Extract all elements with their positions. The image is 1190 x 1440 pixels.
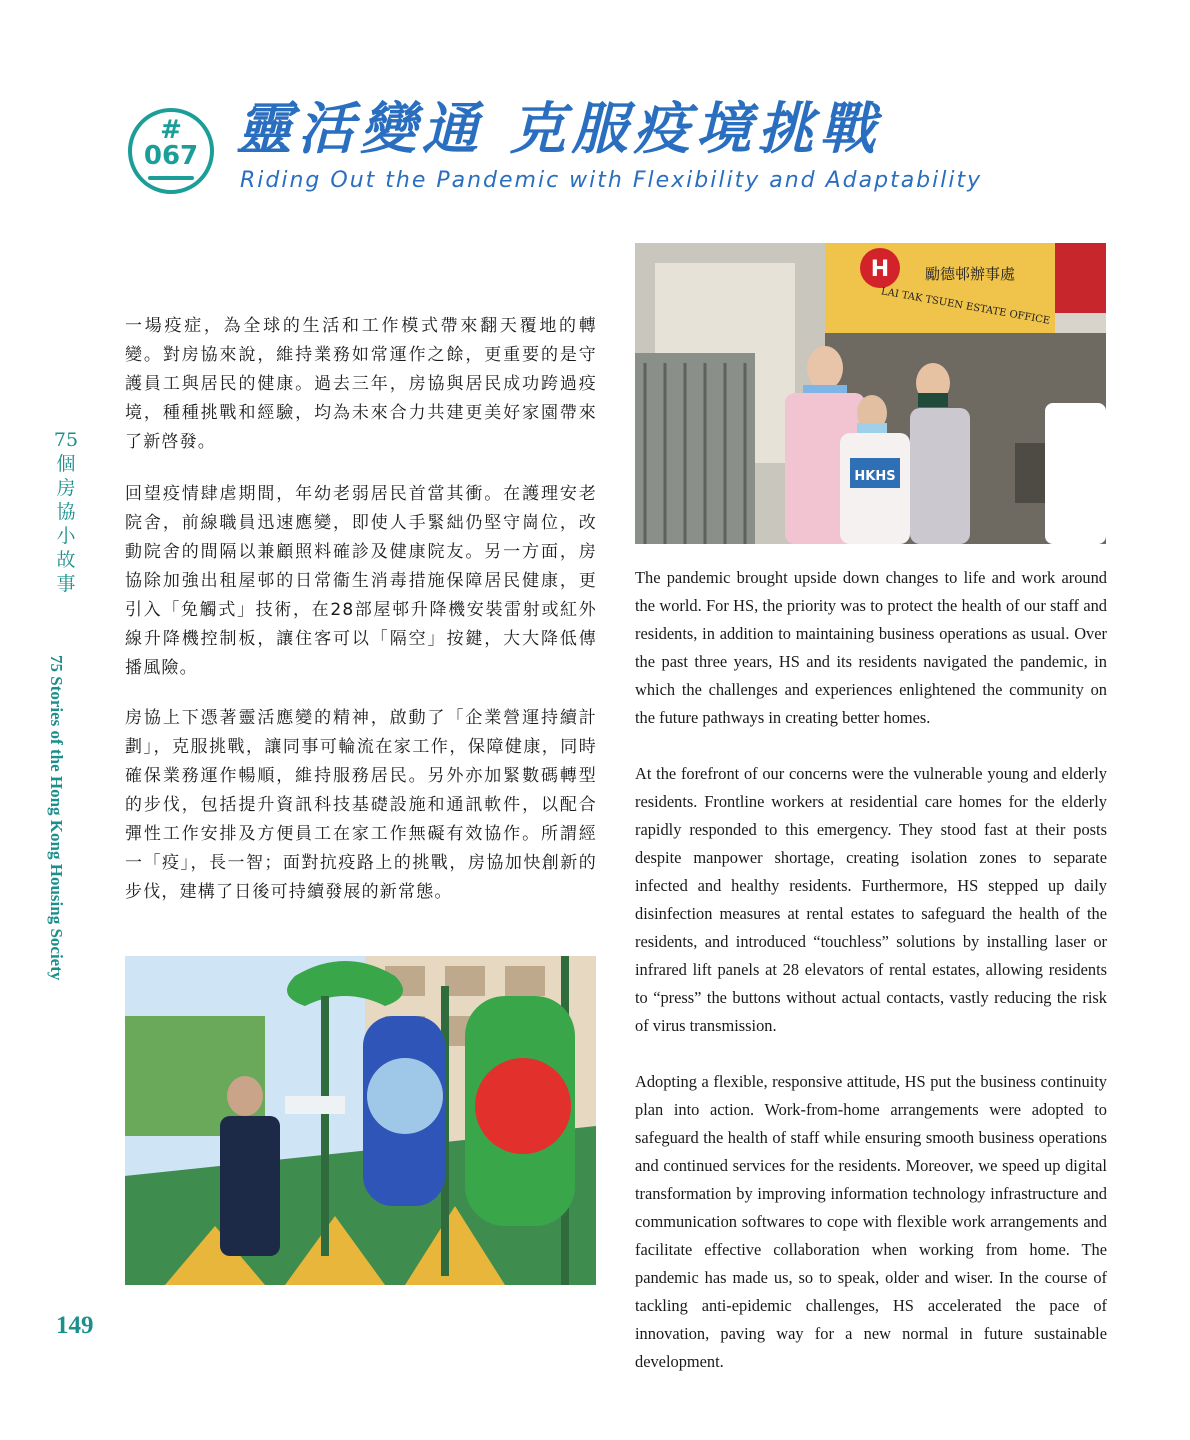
sidebar-chinese	[53, 428, 79, 596]
sidebar-char: 房	[56, 477, 76, 499]
title-english: Riding Out the Pandemic with Flexibility and Adaptability	[240, 168, 983, 193]
estate-office-illustration	[635, 243, 1106, 544]
estate-office-photo	[635, 243, 1106, 544]
english-paragraph-2: At the forefront of our concerns were the vulnerable young and elderly residents. Frontline workers at residential care homes for the elderly rapidly responded to this emergency. They stood fast at their posts despite manpower shortage, creating isolation zones to separate infected and healthy residents. Furthermore, HS stepped up daily disinfection measures at rental estates to safeguard the health of the residents, and introduced “touchless” solutions by installing laser or infrared lift panels at 28 elevators of rental estates, allowing residents to “press” the buttons without actual contacts, vastly reducing the risk of virus transmission.	[635, 764, 1107, 1035]
chinese-paragraph-1	[125, 312, 597, 457]
office-sign-zh: 勵德邨辦事處	[924, 265, 1016, 283]
chinese-paragraph-2	[125, 480, 597, 683]
playground-illustration	[125, 956, 596, 1285]
story-number-badge	[128, 108, 214, 194]
paragraph-text: 一場疫症，為全球的生活和工作模式帶來翻天覆地的轉變。對房協來說，維持業務如常運作之餘，更重要的是守護員工與居民的健康。過去三年，房協與居民成功跨過疫境，種種挑戰和經驗，均為未來合力共建更美好家園帶來了新啓發。	[125, 316, 597, 452]
badge-hash: #	[160, 115, 182, 145]
sidebar-char: 75	[53, 429, 79, 451]
badge-underline	[148, 176, 194, 180]
sidebar-char: 協	[56, 501, 76, 523]
sidebar-char: 故	[56, 549, 76, 571]
english-paragraph-3: Adopting a flexible, responsive attitude, HS put the business continuity plan into action. Work-from-home arrangements were adopted to safeguard the health of staff while ensuring smooth business operations and continued services for the residents. Moreover, we speed up digital transformation by improving information technology infrastructure and communication softwares to cope with flexible work arrangements and facilitate effective collaboration when working from home. The pandemic has made us, so to speak, older and wiser. In the course of tackling anti-epidemic challenges, HS accelerated the pace of innovation, paving way for a new normal in future sustainable development.	[635, 1072, 1107, 1371]
badge-number: 067	[143, 141, 199, 171]
sidebar-char: 小	[56, 525, 76, 547]
office-sign-en: LAI TAK TSUEN ESTATE OFFICE	[880, 286, 1051, 327]
title-chinese: 靈活變通 克服疫境挑戰	[236, 97, 882, 162]
english-paragraph-1: The pandemic brought upside down changes to life and work around the world. For HS, the priority was to protect the health of our staff and residents, in addition to maintaining business operations as usual. Over the past three years, HS and its residents navigated the pandemic, in which the challenges and experiences enlightened the community on the future pathways in creating better homes.	[635, 568, 1107, 727]
chinese-paragraph-3	[125, 704, 597, 907]
svg-text:H: H	[870, 257, 890, 282]
sidebar-char: 事	[56, 573, 76, 595]
playground-disinfection-photo	[125, 956, 596, 1285]
page-number: 149	[56, 1312, 94, 1339]
bag-text: HKHS	[854, 469, 896, 484]
english-column	[635, 564, 1107, 1404]
paragraph-text: 房協上下憑著靈活應變的精神，啟動了「企業營運持續計劃」，克服挑戰，讓同事可輪流在家工作，保障健康，同時確保業務運作暢順，維持服務居民。另外亦加緊數碼轉型的步伐，包括提升資訊科技基礎設施和通訊軟件，以配合彈性工作安排及方便員工在家工作無礙有效協作。所謂經一「疫」，長一智；面對抗疫路上的挑戰，房協加快創新的步伐，建構了日後可持續發展的新常態。	[125, 708, 597, 902]
paragraph-text: 回望疫情肆虐期間，年幼老弱居民首當其衝。在護理安老院舍，前線職員迅速應變，即使人手緊絀仍堅守崗位，改動院舍的間隔以兼顧照料確診及健康院友。另一方面，房協除加強出租屋邨的日常衞生消毒措施保障居民健康，更引入「免觸式」技術，在28部屋邨升降機安裝雷射或紅外線升降機控制板，讓住客可以「隔空」按鍵，大大降低傳播風險。	[125, 484, 597, 678]
sidebar-english: 75 Stories of the Hong Kong Housing Society	[47, 655, 66, 981]
sidebar-char: 個	[56, 453, 76, 475]
